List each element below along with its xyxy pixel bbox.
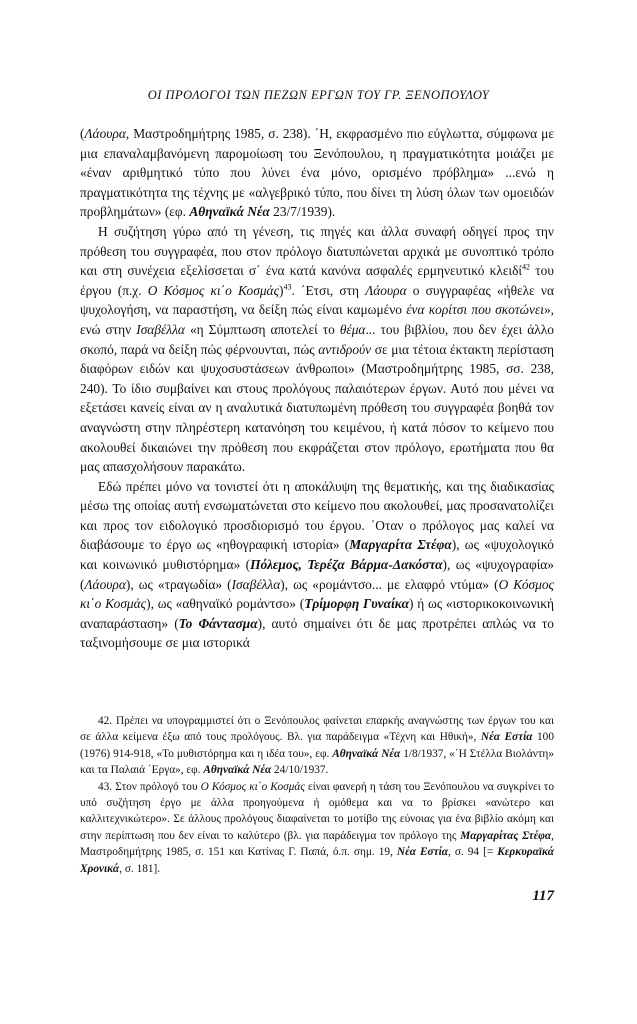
text-run: , σ. 181].	[119, 862, 161, 875]
text-run: 43. Στον πρόλογό του	[98, 780, 201, 793]
text-run: (	[80, 126, 85, 141]
text-run: ) ή ως «ιστορικοκοινωνική αναπαράσταση» (	[80, 596, 554, 631]
text-run: Η συζήτηση γύρω από τη γένεση, τις πηγές και άλλα συναφή οδηγεί προς την πρόθεση του συγγραφέα, που στον πρόλογο διατυπώνεται αρχικά με συνοπτικό τρόπο και στη συνέχεια εξελίσσεται σ΄ ένα κατά κανόνα ασφαλές ερμηνευτικό κλειδί	[80, 223, 554, 279]
text-run: ), ως «ψυχολογικό και κοινωνικό μυθιστόρημα» (	[80, 537, 554, 573]
text-run: είναι φανερή η τάση του Ξενόπουλου να συγκρίνει το υπό συζήτηση έργο με άλλα προηγούμενα ή ομόθεμα και να το βρίσκει «ανώτερο και καλλιτεχνικώτερο». Σε άλλους προλόγους διαφαίνεται το μοτίβο της εύνοιας για ένα βιβλίο ακόμη και στην περίπτωση που δεν είναι το καλύτερο (βλ. για παράδειγμα τον πρόλογο της	[80, 780, 554, 842]
italic-text: Ισαβέλλα	[136, 321, 185, 337]
italic-text: Ο Κόσμος κι΄ο Κοσμάς	[200, 780, 305, 793]
main-text	[80, 124, 554, 653]
paragraph	[80, 477, 554, 653]
bold-italic-title: Κερκυραϊκά Χρονικά	[80, 846, 554, 875]
bold-italic-title: Νέα Εστία	[396, 846, 449, 859]
text-run: )	[279, 282, 284, 298]
running-header: ΟΙ ΠΡΟΛΟΓΟΙ ΤΩΝ ΠΕΖΩΝ ΕΡΓΩΝ ΤΟΥ ΓΡ. ΞΕΝΟΠΟΥΛΟΥ	[147, 88, 490, 102]
italic-text: Ισαβέλλα	[231, 576, 281, 592]
text-run: Εδώ πρέπει μόνο να τονιστεί ότι η αποκάλυψη της θεματικής, και της διαδικασίας μέσω της οποίας αυτή ενσωματώνεται στο κείμενο που ακολουθεί, μας προσανατολίζει και προς τον ειδολογικό προσδιορισμό του έργου. ΄Οταν ο πρόλογος μας καλεί να διαβάσουμε το έργο ως «ηθογραφική ιστορία» (	[80, 478, 554, 553]
italic-text: Λάουρα	[365, 282, 407, 298]
footnote-ref: 42	[522, 262, 531, 272]
italic-text: αντιδρούν	[318, 341, 372, 357]
text-run: ... του βιβλίου, που δεν έχει άλλο σκοπό, παρά να δείξη πώς φέρνουνται, πώς	[80, 321, 554, 357]
paragraph	[80, 222, 554, 477]
text-run: 1/8/1937, «΄Η Στέλλα Βιολάντη» και τα Παλαιά ΄Εργα», εφ.	[80, 747, 554, 777]
text-run: , σ. 94 [=	[448, 846, 498, 859]
text-run: , Μαστροδημήτρης 1985, σ. 151 και Κατίνας Γ. Παπά, ό.π. σημ. 19,	[80, 829, 554, 859]
text-run: ), ως «ρομάντσο... με ελαφρό ντύμα» (	[280, 576, 499, 592]
paragraph	[80, 124, 554, 222]
bold-italic-title: Μαργαρίτας Στέφα	[460, 829, 552, 842]
footnote-ref: 43	[283, 282, 292, 292]
bold-italic-title: Αθηναϊκά Νέα	[332, 747, 401, 760]
italic-text: Λάουρα	[84, 126, 126, 141]
text-run: σε μια τέτοια έκτακτη περίσταση διαφόρων ειδών και ψυχοσυστάσεων άνθρωποι» (Μαστροδημήτρης 1985, σσ. 238, 240). Το ίδιο συμβαίνει και στους προλόγους παλαιότερων έργων. Αυτό που μένει να εξετάσει κανείς είναι αν η αναλυτικά διατυπωμένη πρόθεση του συγγραφέα βοηθά τον αναγνώστη στην πληρέστερη κατανόηση του κειμένου, ή κατά πόσον το κείμενο που ακολουθεί δικαιώνει την πρόθεση που εκφράζεται στον πρόλογο, ερωτήματα που θα μας απασχολήσουν παρακάτω.	[80, 341, 554, 475]
page-number: 117	[532, 888, 554, 904]
text-run: , Μαστροδημήτρης 1985, σ. 238). ΄Η, εκφρασμένο πιο εύγλωττα, σύμφωνα με μια επαναλαμβανόμενη παρομοίωση του Ξενόπουλου, η πραγματικότητα μοιάζει με «έναν αριθμητικό τύπο που λύνει ένα μόνο, ορισμένο πρόβλημα» ...ενώ η πραγματικότητα της τέχνης με «αλγεβρικό τύπο, που δίνει τη λύση όλων των ομοειδών προβλημάτων» (εφ.	[80, 126, 554, 220]
text-run: του έργου (π.χ.	[80, 263, 554, 298]
text-run: », ενώ στην	[80, 302, 554, 337]
footnotes	[80, 713, 554, 877]
text-run: 42. Πρέπει να υπογραμμιστεί ότι ο Ξενόπουλος φαίνεται επαρκής αναγνώστης των έργων του και σε άλλα κείμενα έξω από τους προλόγους. Βλ. για παράδειγμα «Τέχνη και Ηθική»,	[80, 715, 554, 744]
bold-italic-title: Πόλεμος, Τερέζα Βάρμα-Δακόστα	[250, 557, 443, 573]
italic-text: Λάουρα	[84, 576, 126, 592]
bold-italic-title: Αθηναϊκά Νέα	[203, 764, 272, 777]
italic-text: θέμα	[339, 321, 366, 337]
bold-italic-title: Το Φάντασμα	[178, 615, 258, 631]
text-run: ), ως «τραγωδία» (	[125, 576, 232, 592]
text-run: 23/7/1939).	[269, 204, 336, 220]
italic-text: Ο Κόσμος κι΄ο Κοσμάς	[147, 282, 280, 298]
text-run: ), αυτό σημαίνει ότι δε μας προτρέπει απλώς να το ταξινομήσουμε σε μια ιστορικά	[80, 615, 554, 651]
text-run: ), ως «ψυχογραφία» (	[80, 557, 555, 592]
italic-text: Ο Κόσμος κι΄ο Κοσμάς	[80, 576, 554, 612]
bold-italic-title: Τρίμορφη Γυναίκα	[304, 596, 409, 612]
footnote	[80, 713, 554, 779]
bold-italic-title: Μαργαρίτα Στέφα	[349, 537, 452, 553]
footnote	[80, 779, 554, 877]
text-run: 100 (1976) 914-918, «Το μυθιστόρημα και η ιδέα του», εφ.	[80, 731, 554, 760]
bold-italic-title: Νέα Εστία	[480, 731, 533, 744]
italic-text: ένα κορίτσι που σκοτώνει	[406, 302, 544, 318]
bold-italic-title: Αθηναϊκά Νέα	[189, 204, 270, 220]
text-run: ), ως «αθηναϊκό ρομάντσο» (	[146, 596, 305, 612]
text-run: ο συγγραφέας «ήθελε να ψυχολογήση, να παραστήση, να δείξη πώς είναι καμωμένο	[80, 282, 555, 318]
text-run: «η Σύμπτωση αποτελεί το	[184, 321, 340, 337]
text-run: . ΄Ετσι, στη	[291, 282, 366, 298]
text-run: 24/10/1937.	[271, 764, 329, 777]
